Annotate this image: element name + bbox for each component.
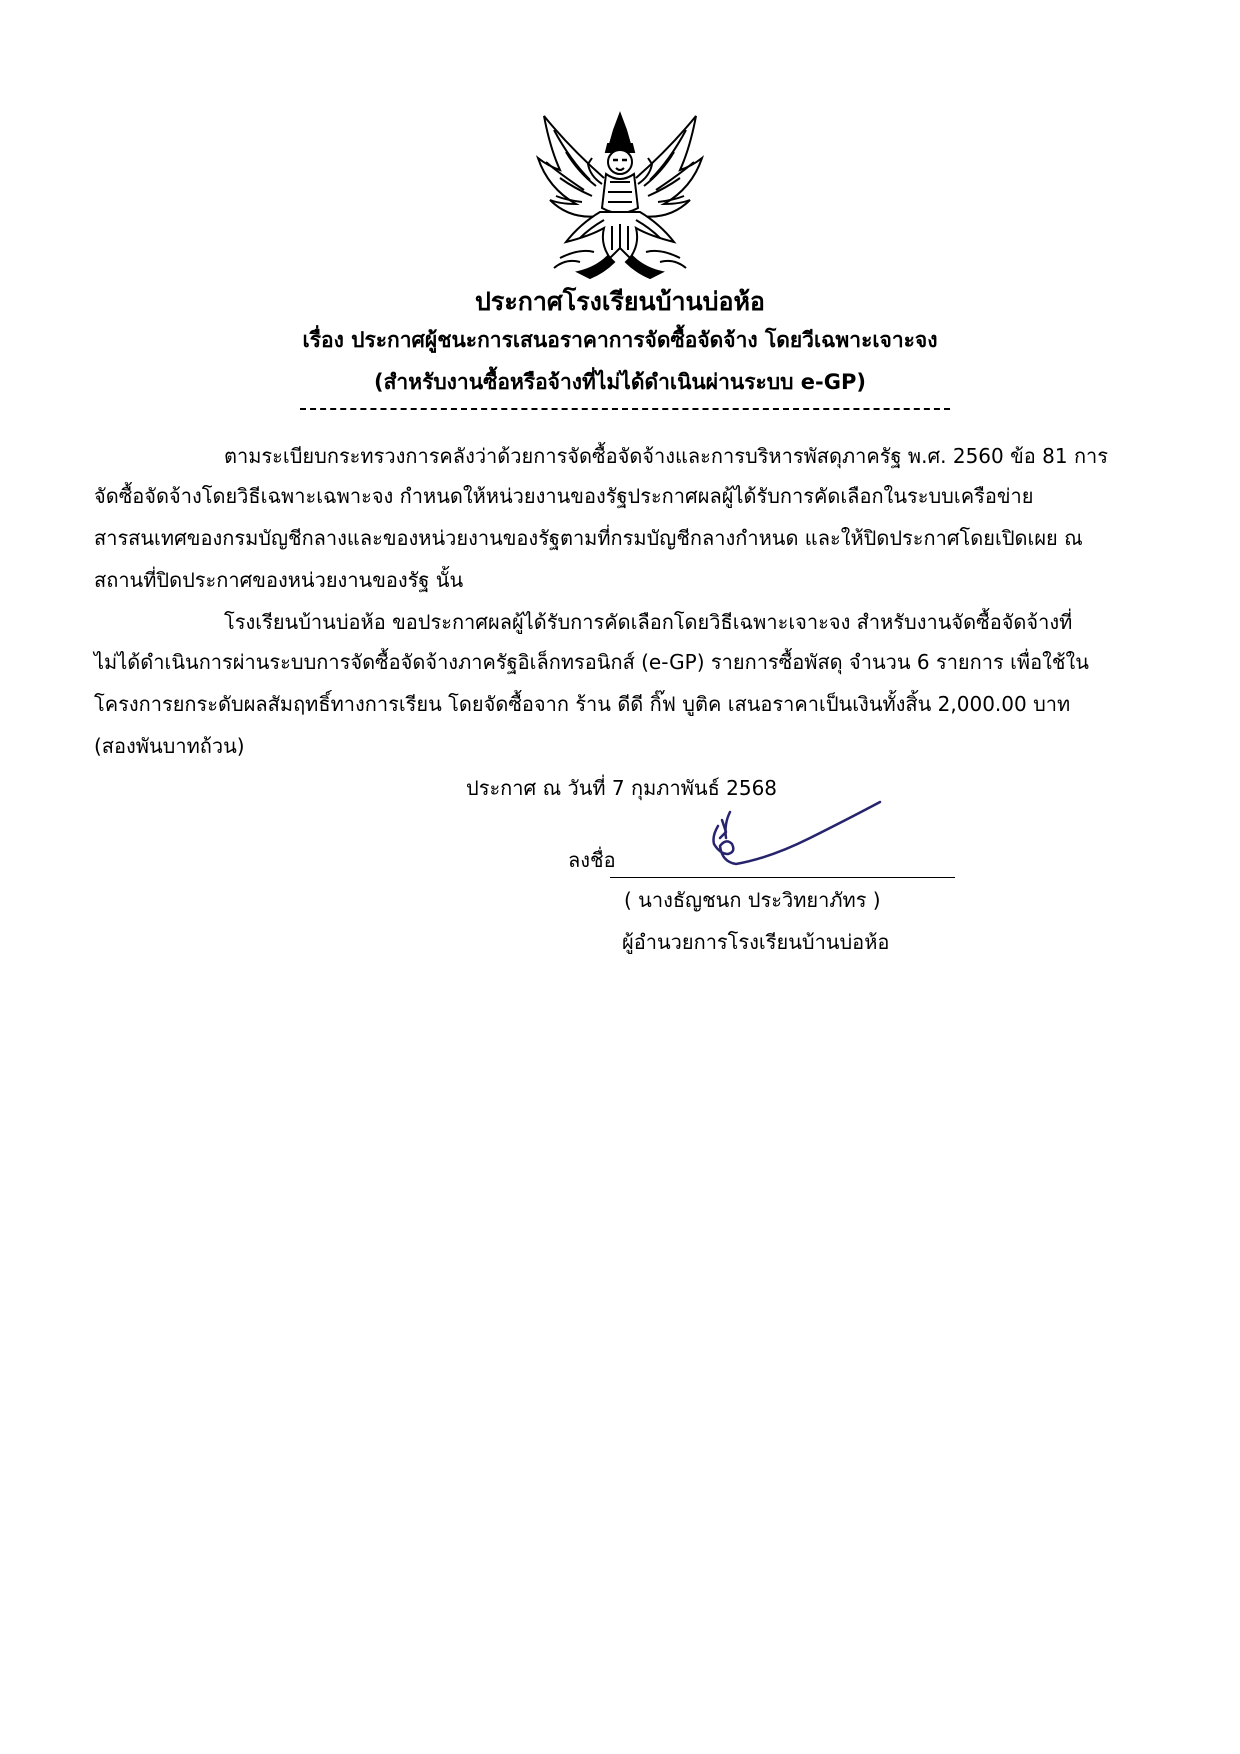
signatory-position: ผู้อำนวยการโรงเรียนบ้านบ่อห้อ <box>622 930 890 954</box>
signatory-name: ( นางธัญชนก ประวิทยาภัทร ) <box>624 888 881 912</box>
paragraph-2-line-1: โรงเรียนบ้านบ่อห้อ ขอประกาศผลผู้ได้รับการคัดเลือกโดยวิธีเฉพาะเจาะจง สำหรับงานจัดซื้อจัดจ้างที่ <box>224 610 1073 634</box>
paragraph-1-line-2: จัดซื้อจัดจ้างโดยวิธีเฉพาะเฉพาะจง กำหนดให้หน่วยงานของรัฐประกาศผลผู้ได้รับการคัดเลือกในระบบเครือข่าย <box>94 484 1034 508</box>
paragraph-2-line-3: โครงการยกระดับผลสัมฤทธิ์ทางการเรียน โดยจัดซื้อจาก ร้าน ดีดี กิ๊ฟ บูติค เสนอราคาเป็นเงินทั้งสิ้น 2,000.00 บาท <box>94 692 1071 716</box>
handwritten-signature <box>700 780 900 876</box>
announce-date: ประกาศ ณ วันที่ 7 กุมภาพันธ์ 2568 <box>466 776 778 800</box>
paragraph-2-line-4: (สองพันบาทถ้วน) <box>94 734 245 758</box>
paragraph-1-line-1: ตามระเบียบกระทรวงการคลังว่าด้วยการจัดซื้อจัดจ้างและการบริหารพัสดุภาครัฐ พ.ศ. 2560 ข้อ 81 การ <box>224 444 1109 468</box>
signature-label: ลงชื่อ <box>568 848 616 872</box>
announcement-subject: เรื่อง ประกาศผู้ชนะการเสนอราคาการจัดซื้อจัดจ้าง โดยวีเฉพาะเจาะจง <box>302 328 938 352</box>
garuda-emblem-icon <box>530 108 710 284</box>
dashed-divider <box>300 408 950 410</box>
paragraph-1-line-3: สารสนเทศของกรมบัญชีกลางและของหน่วยงานของรัฐตามที่กรมบัญชีกลางกำหนด และให้ปิดประกาศโดยเปิดเผย ณ <box>94 526 1083 550</box>
paragraph-1-line-4: สถานที่ปิดประกาศของหน่วยงานของรัฐ นั้น <box>94 568 464 592</box>
paragraph-2-line-2: ไม่ได้ดำเนินการผ่านระบบการจัดซื้อจัดจ้างภาครัฐอิเล็กทรอนิกส์ (e-GP) รายการซื้อพัสดุ จำนวน 6 รายการ เพื่อใช้ใน <box>94 650 1089 674</box>
announcement-note: (สำหรับงานซื้อหรือจ้างที่ไม่ได้ดำเนินผ่านระบบ e-GP) <box>374 370 866 394</box>
announcement-title: ประกาศโรงเรียนบ้านบ่อห้อ <box>475 287 765 316</box>
signature-line <box>610 877 955 878</box>
